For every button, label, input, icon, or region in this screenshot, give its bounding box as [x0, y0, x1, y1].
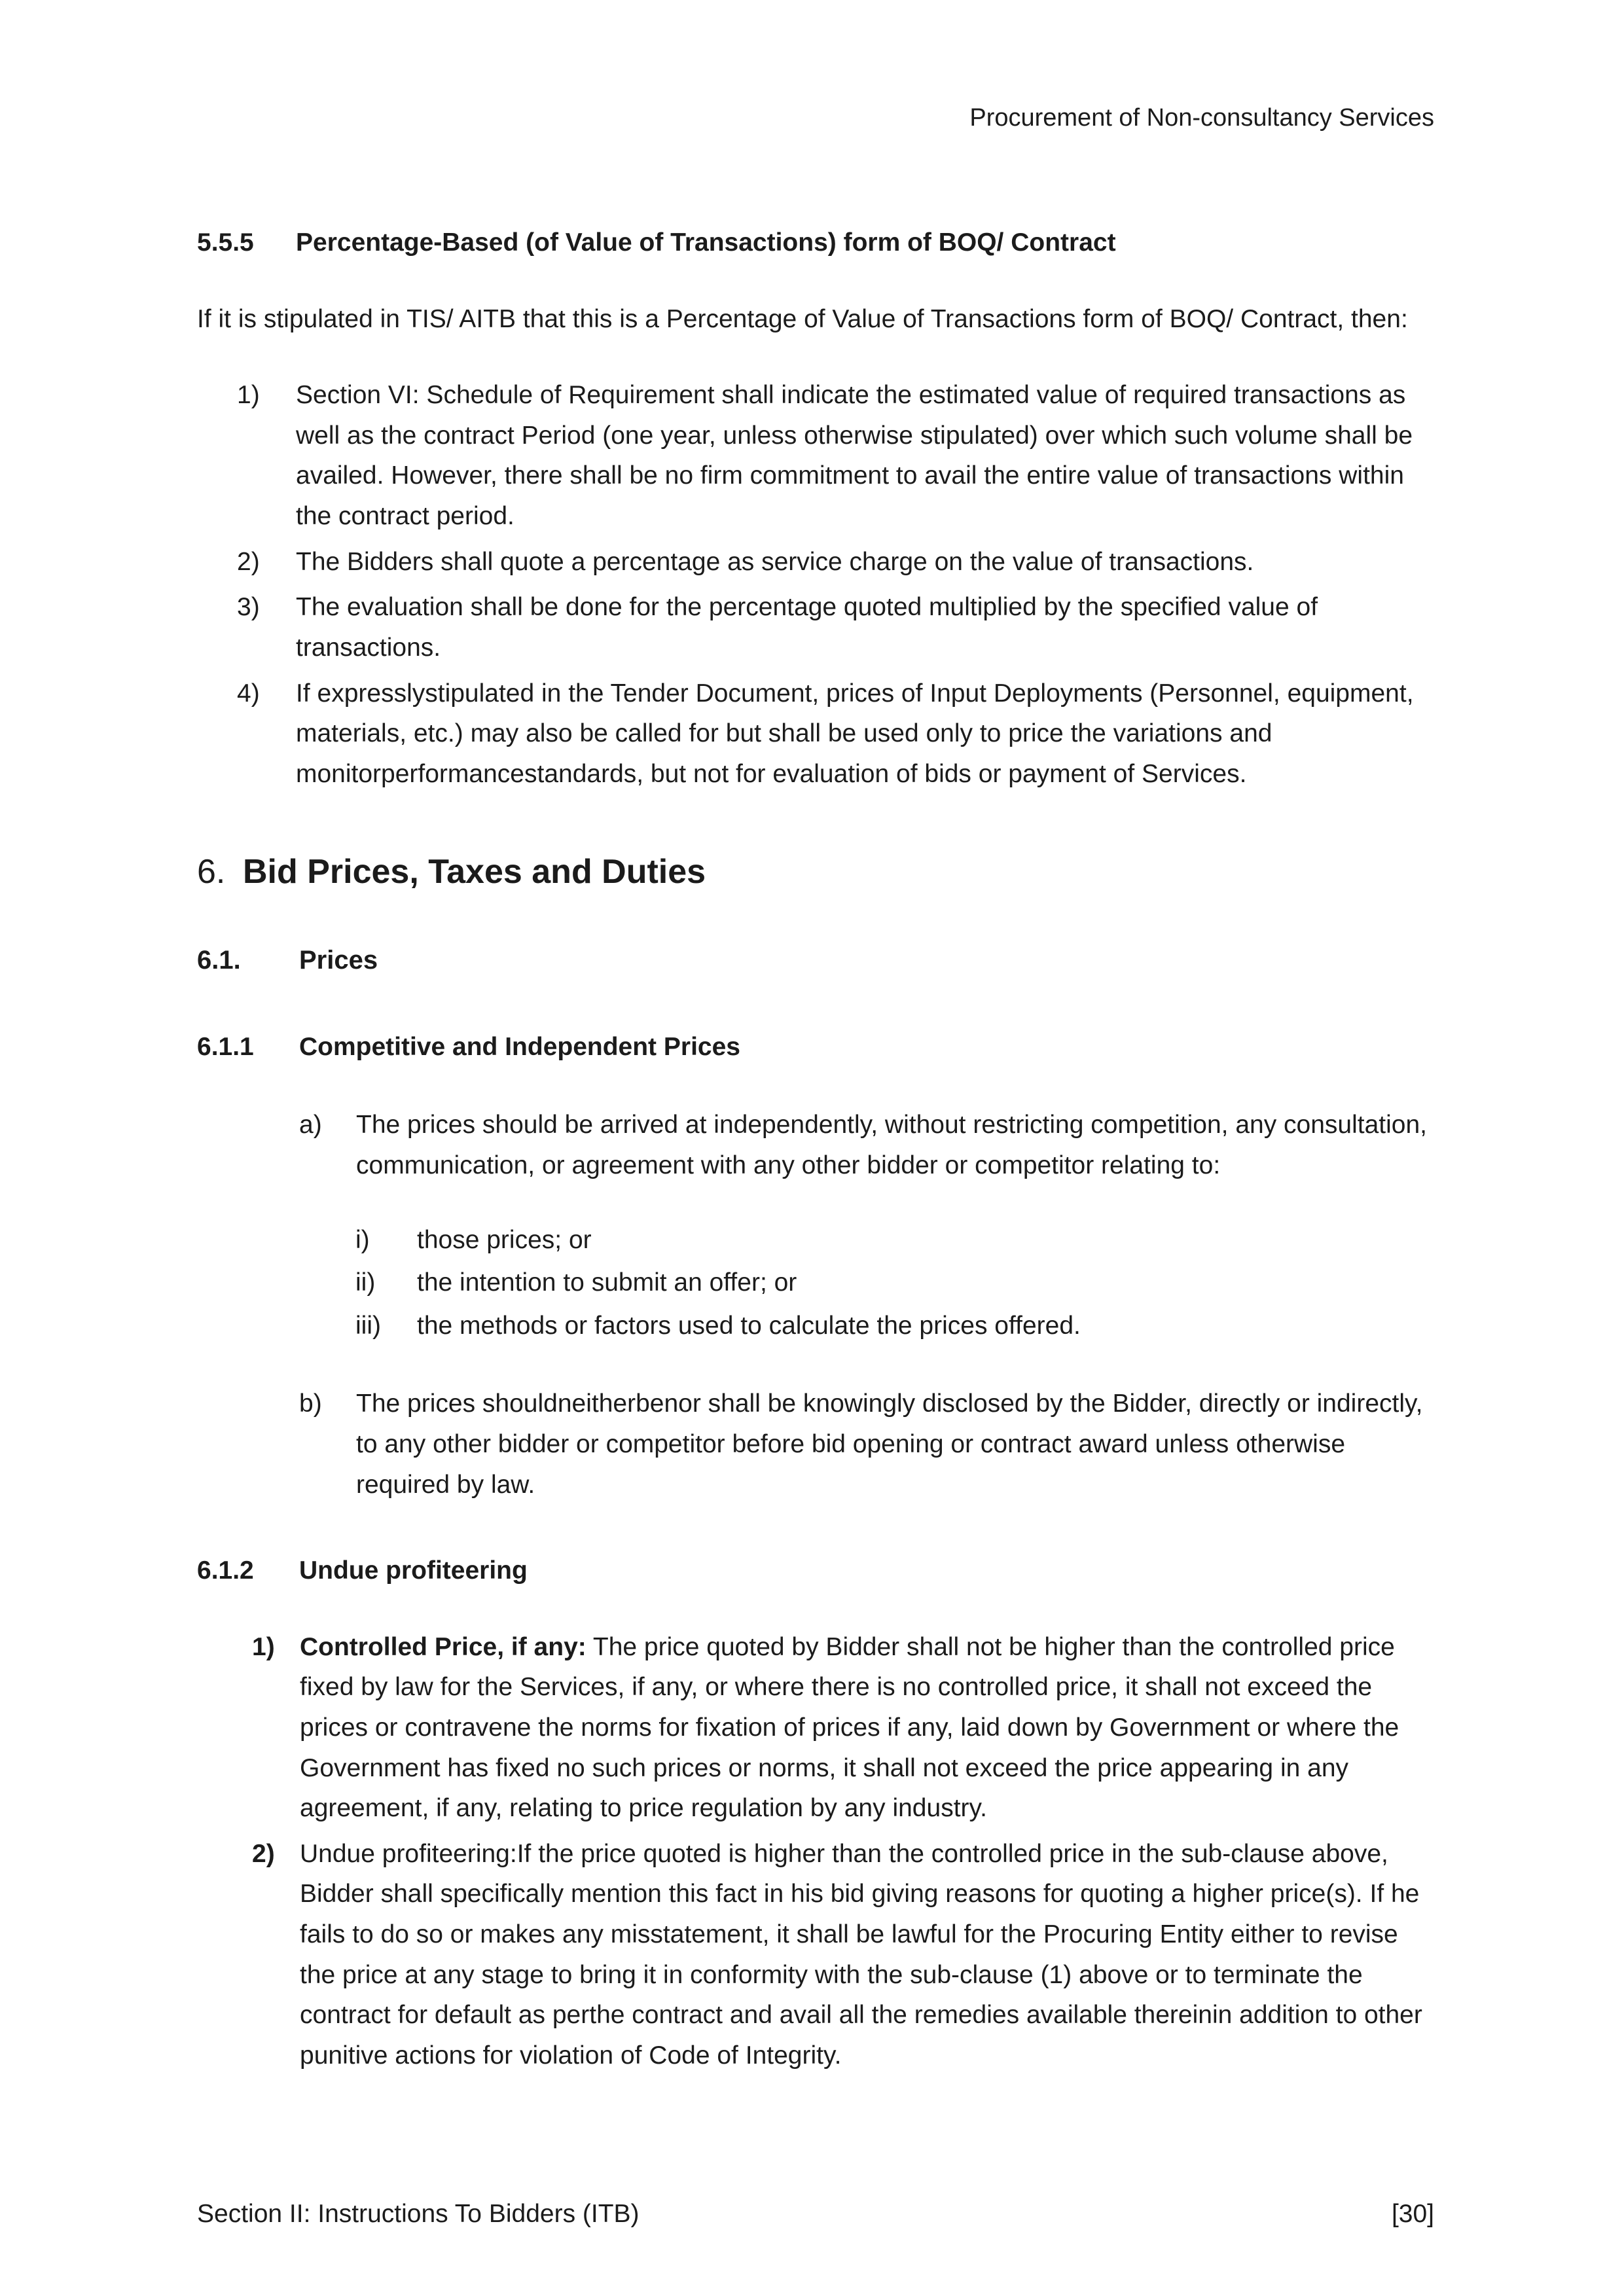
list-text-body: The price quoted by Bidder shall not be higher than the controlled price fixed by law for the Services, if any, or where there is no controlled price, it shall not exceed the prices or contravene the norms for fixation of prices if any, laid down by Government or where the Government has fixed no such prices or norms, it shall not exceed the price appearing in any agreement, if any, relating to price regulation by any industry.: [300, 1632, 1399, 1823]
list-item-b: [299, 1384, 1434, 1505]
list-marker: 4): [237, 679, 260, 708]
list-marker: 2): [252, 1839, 275, 1868]
bold-lead: Controlled Price, if any:: [300, 1632, 586, 1661]
list-text: [300, 1834, 1434, 2076]
list-item: [355, 1263, 1434, 1303]
heading-number: 5.5.5: [197, 228, 254, 257]
list-5-5-5: [237, 375, 1434, 794]
list-marker: 1): [237, 381, 260, 410]
list-marker: 1): [252, 1632, 275, 1661]
header-text: Procurement of Non-consultancy Services: [969, 104, 1434, 132]
list-text: The prices should be arrived at independently, without restricting competition, any consultation, communication, or agreement with any other bidder or competitor relating to:: [356, 1111, 1428, 1179]
heading-number: 6.1.: [197, 945, 241, 975]
list-item: [252, 1627, 1434, 1829]
list-item: [355, 1306, 1434, 1346]
list-text: Section VI: Schedule of Requirement shall indicate the estimated value of required transactions as well as the contract Period (one year, unless otherwise stipulated) over which such volume shall be availed. However, there shall be no firm commitment to avail the entire value of transactions within the contract period.: [296, 381, 1413, 531]
list-item: [355, 1220, 1434, 1261]
list-marker: b): [299, 1390, 322, 1418]
intro-paragraph: If it is stipulated in TIS/ AITB that this is a Percentage of Value of Transactions form of BOQ/ Contract, then:: [197, 304, 1408, 333]
list-6-1-2: [252, 1627, 1434, 2076]
list-text: If expresslystipulated in the Tender Document, prices of Input Deployments (Personnel, equipment, materials, etc.) may also be called for but shall be used only to price the variations and monitorperformancestandards, but not for evaluation of bids or payment of Services.: [296, 679, 1414, 788]
list-marker: iii): [355, 1311, 381, 1340]
page-footer: [197, 2194, 1434, 2234]
list-item: [237, 375, 1434, 536]
list-text: those prices; or: [417, 1225, 592, 1254]
list-item: [237, 673, 1434, 795]
heading-5-5-5: [197, 223, 1434, 263]
heading-6-1-1: [197, 1027, 1434, 1067]
list-item: [237, 587, 1434, 668]
list-text: The evaluation shall be done for the percentage quoted multiplied by the specified value of transactions.: [296, 593, 1318, 662]
heading-title: Competitive and Independent Prices: [299, 1032, 740, 1061]
list-6-1-1-b: [299, 1384, 1434, 1505]
list-item: [252, 1834, 1434, 2076]
list-text: The prices shouldneitherbenor shall be knowingly disclosed by the Bidder, directly or indirectly, to any other bidder or competitor before bid opening or contract award unless otherwise required by law.: [356, 1390, 1423, 1499]
heading-title: Prices: [299, 945, 378, 975]
list-marker: i): [355, 1225, 370, 1254]
footer-left: Section II: Instructions To Bidders (ITB): [197, 2200, 640, 2228]
heading-number: 6.1.1: [197, 1032, 254, 1061]
heading-title: Percentage-Based (of Value of Transactions) form of BOQ/ Contract: [296, 228, 1116, 257]
list-marker: ii): [355, 1268, 376, 1297]
heading-6-1-2: [197, 1551, 1434, 1591]
list-marker: 3): [237, 593, 260, 622]
sublist-6-1-1-a: [355, 1220, 1434, 1346]
list-text: [300, 1627, 1434, 1829]
heading-6-1: [197, 940, 1434, 981]
heading-number: 6.: [197, 853, 226, 891]
list-marker: a): [299, 1111, 322, 1139]
heading-6: [197, 845, 1434, 899]
footer-page-number: [30]: [1391, 2200, 1434, 2228]
heading-title: Undue profiteering: [299, 1556, 528, 1585]
heading-title: Bid Prices, Taxes and Duties: [243, 853, 706, 891]
heading-number: 6.1.2: [197, 1556, 254, 1585]
list-6-1-1: [299, 1105, 1434, 1185]
list-text: The Bidders shall quote a percentage as service charge on the value of transactions.: [296, 547, 1254, 576]
list-item-a: [299, 1105, 1434, 1185]
list-text-body: Undue profiteering:If the price quoted is higher than the controlled price in the sub-clause above, Bidder shall specifically mention this fact in his bid giving reasons for quoting a higher price(s). If he fails to do so or makes any misstatement, it shall be lawful for the Procuring Entity either to revise the price at any stage to bring it in conformity with the sub-clause (1) above or to terminate the contract for default as perthe contract and avail all the remedies available thereinin addition to other punitive actions for violation of Code of Integrity.: [300, 1839, 1422, 2070]
list-item: [237, 542, 1434, 583]
list-marker: 2): [237, 547, 260, 576]
list-text: the methods or factors used to calculate the prices offered.: [417, 1311, 1081, 1340]
list-text: the intention to submit an offer; or: [417, 1268, 797, 1297]
page-header: [197, 98, 1434, 137]
